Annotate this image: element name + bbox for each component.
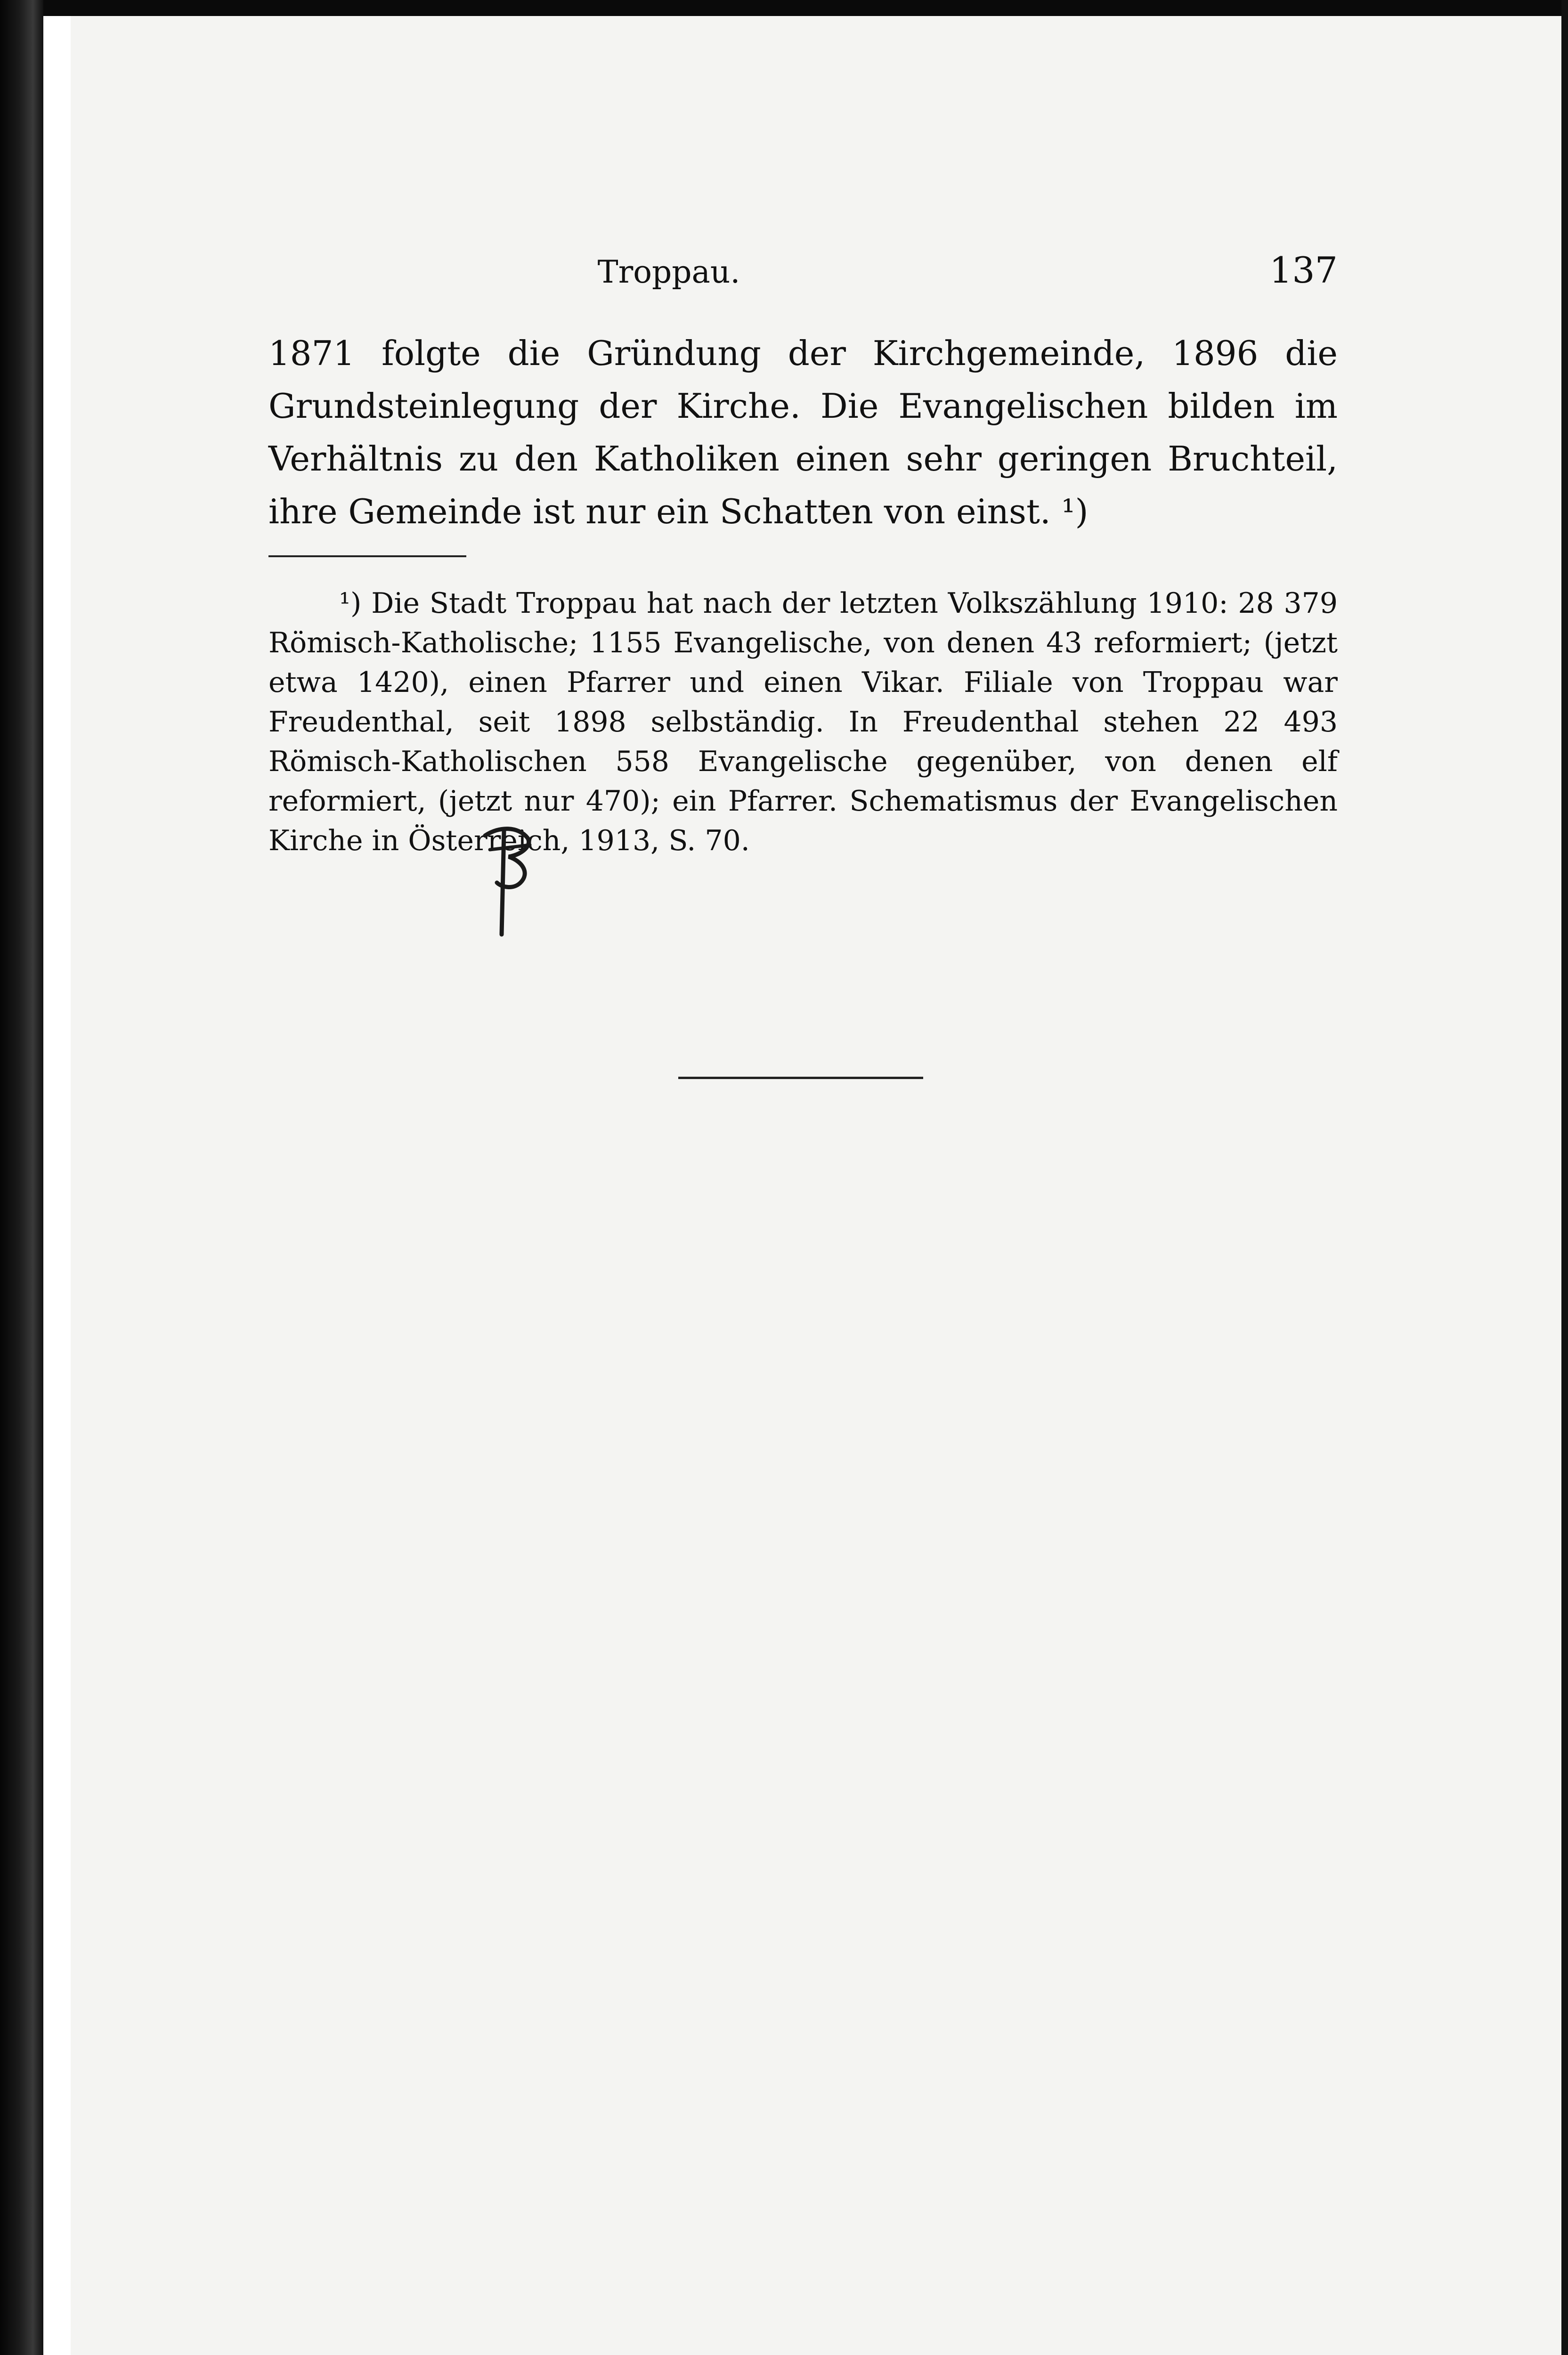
scan-border-right	[1561, 0, 1568, 2355]
body-paragraph: 1871 folgte die Gründung der Kirchgemeinde, 1896 die Grundsteinlegung der Kirche. Die Evangelischen bilden im Verhältnis zu den Katholiken einen sehr geringen Bruchteil, ihre Gemeinde ist nur ein Schatten von einst. ¹)	[268, 333, 1338, 531]
footnote-separator-rule	[268, 555, 466, 557]
running-title: Troppau.	[597, 254, 740, 290]
handwritten-mark	[476, 817, 542, 939]
scan-border-top	[0, 0, 1568, 16]
footnote: ¹) Die Stadt Troppau hat nach der letzten Volkszählung 1910: 28 379 Römisch-Katholische; 1155 Evangelische, von denen 43 reformiert; (jetzt etwa 1420), einen Pfarrer und einen Vikar. Filiale von Troppau war Freudenthal, seit 1898 selbständig. In Freudenthal stehen 22 493 Römisch-Katholischen 558 Evangelische gegenüber, von denen elf reformiert, (jetzt nur 470); ein Pfarrer. Schematismus der Evangelischen Kirche in Österreich, 1913, S. 70.	[268, 587, 1338, 857]
book-page	[71, 16, 1561, 2355]
scan-border-left	[0, 0, 43, 2355]
running-head	[268, 249, 1338, 301]
page-number: 137	[1269, 249, 1338, 291]
section-end-rule	[678, 1077, 923, 1079]
